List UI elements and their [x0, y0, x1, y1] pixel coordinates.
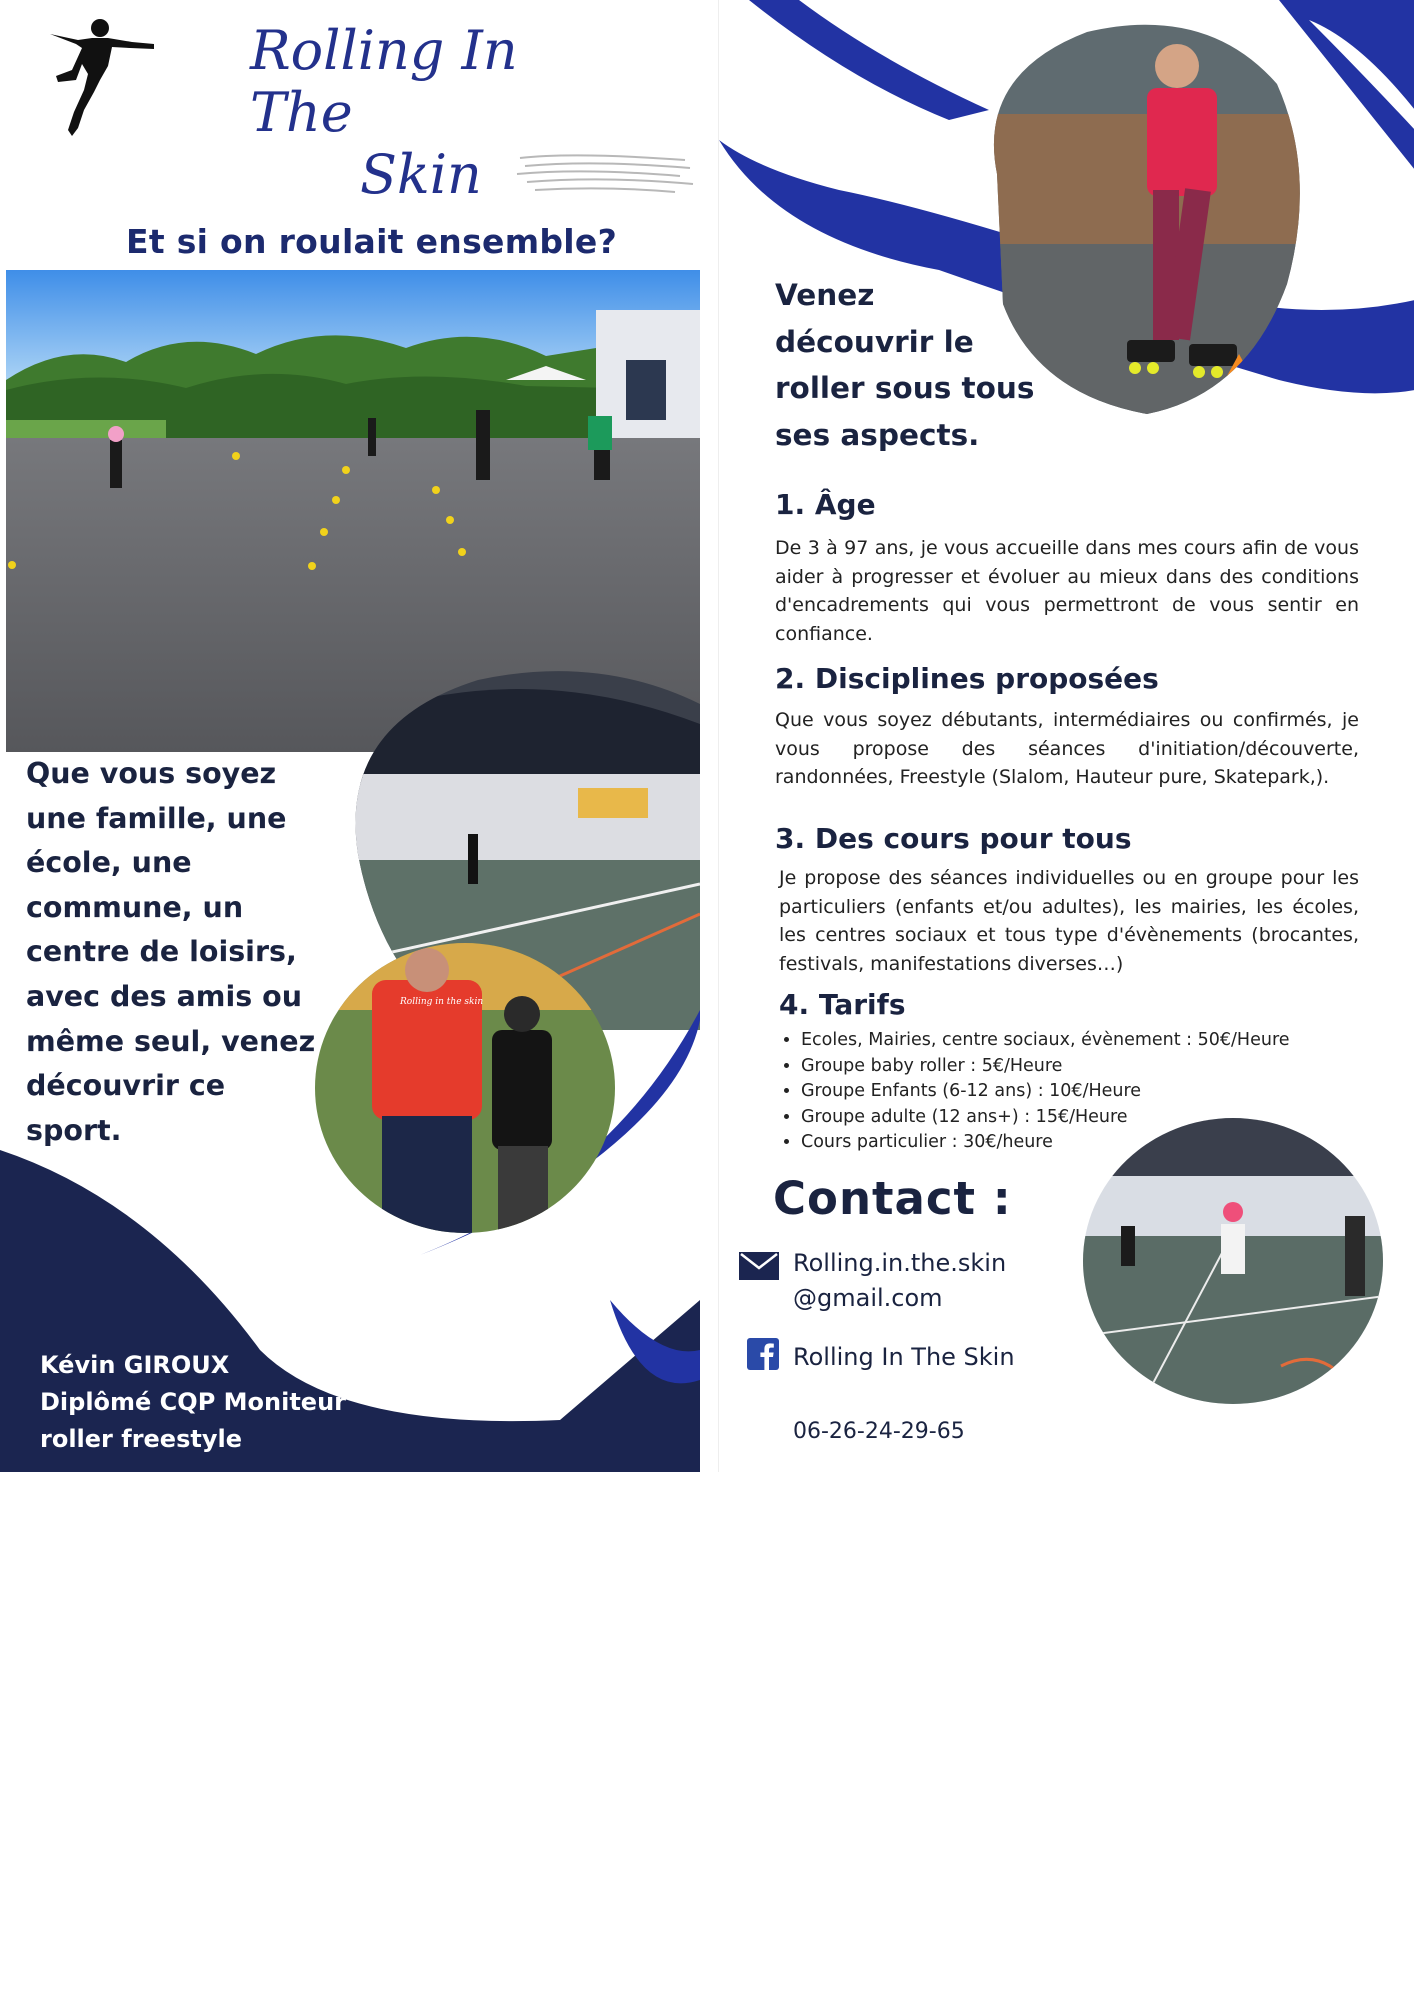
section-age-title: 1. Âge [775, 488, 876, 521]
tshirt-print: Rolling in the skin [400, 997, 484, 1007]
lesson-photo [312, 940, 618, 1236]
section-tarifs-title: 4. Tarifs [779, 988, 906, 1021]
brand-title-line1: Rolling In The [250, 19, 518, 144]
section-age-body: De 3 à 97 ans, je vous accueille dans mes cours afin de vous aider à progresser et évoluer au mieux dans des conditions d'encadrements qui vous permettront de vous sentir en confiance. [775, 537, 1359, 645]
brand-title-line2: Skin [360, 143, 482, 206]
list-item: • Groupe baby roller : 5€/Heure [801, 1054, 1321, 1080]
indoor-lesson-photo [1081, 1116, 1385, 1406]
email-line2: @gmail.com [793, 1284, 943, 1312]
left-panel [0, 0, 700, 1472]
section-cours-body: Je propose des séances individuelles ou en groupe pour les particuliers (enfants et/ou adultes), les mairies, les écoles, les centres sociaux et tous type d'évènements (brocantes, festivals, manifestations diverses…) [779, 867, 1359, 975]
contact-facebook[interactable]: Rolling In The Skin [793, 1343, 1015, 1371]
contact-email[interactable] [793, 1246, 1006, 1316]
list-item: • Groupe Enfants (6-12 ans) : 10€/Heure [801, 1079, 1321, 1105]
section-disciplines-title: 2. Disciplines proposées [775, 662, 1159, 695]
section-disciplines-body: Que vous soyez débutants, intermédiaires ou confirmés, je vous propose des séances d'initiation/découverte, randonnées, Freestyle (Slalom, Hauteur pure, Skatepark,). [775, 709, 1359, 789]
left-swoosh-decoration [0, 0, 700, 1472]
list-item: • Groupe adulte (12 ans+) : 15€/Heure [801, 1105, 1321, 1131]
list-item: • Ecoles, Mairies, centre sociaux, évènement : 50€/Heure [801, 1028, 1321, 1054]
mail-icon [739, 1252, 779, 1280]
email-line1: Rolling.in.the.skin [793, 1249, 1007, 1277]
intro-text: Venez découvrir le roller sous tous ses aspects. [775, 278, 1035, 452]
pitch-text: Que vous soyez une famille, une école, une commune, un centre de loisirs, avec des amis ou même seul, venez découvrir ce sport. [26, 757, 316, 1147]
list-item: • Cours particulier : 30€/heure [801, 1130, 1321, 1156]
contact-phone[interactable]: 06-26-24-29-65 [793, 1419, 965, 1444]
facebook-icon [747, 1338, 779, 1370]
author-credit: Kévin GIROUX Diplômé CQP Moniteur roller freestyle [40, 1351, 346, 1453]
section-cours-title: 3. Des cours pour tous [775, 822, 1132, 855]
right-panel [718, 0, 1414, 1472]
contact-title: Contact : [773, 1172, 1012, 1225]
tagline: Et si on roulait ensemble? [126, 222, 618, 261]
